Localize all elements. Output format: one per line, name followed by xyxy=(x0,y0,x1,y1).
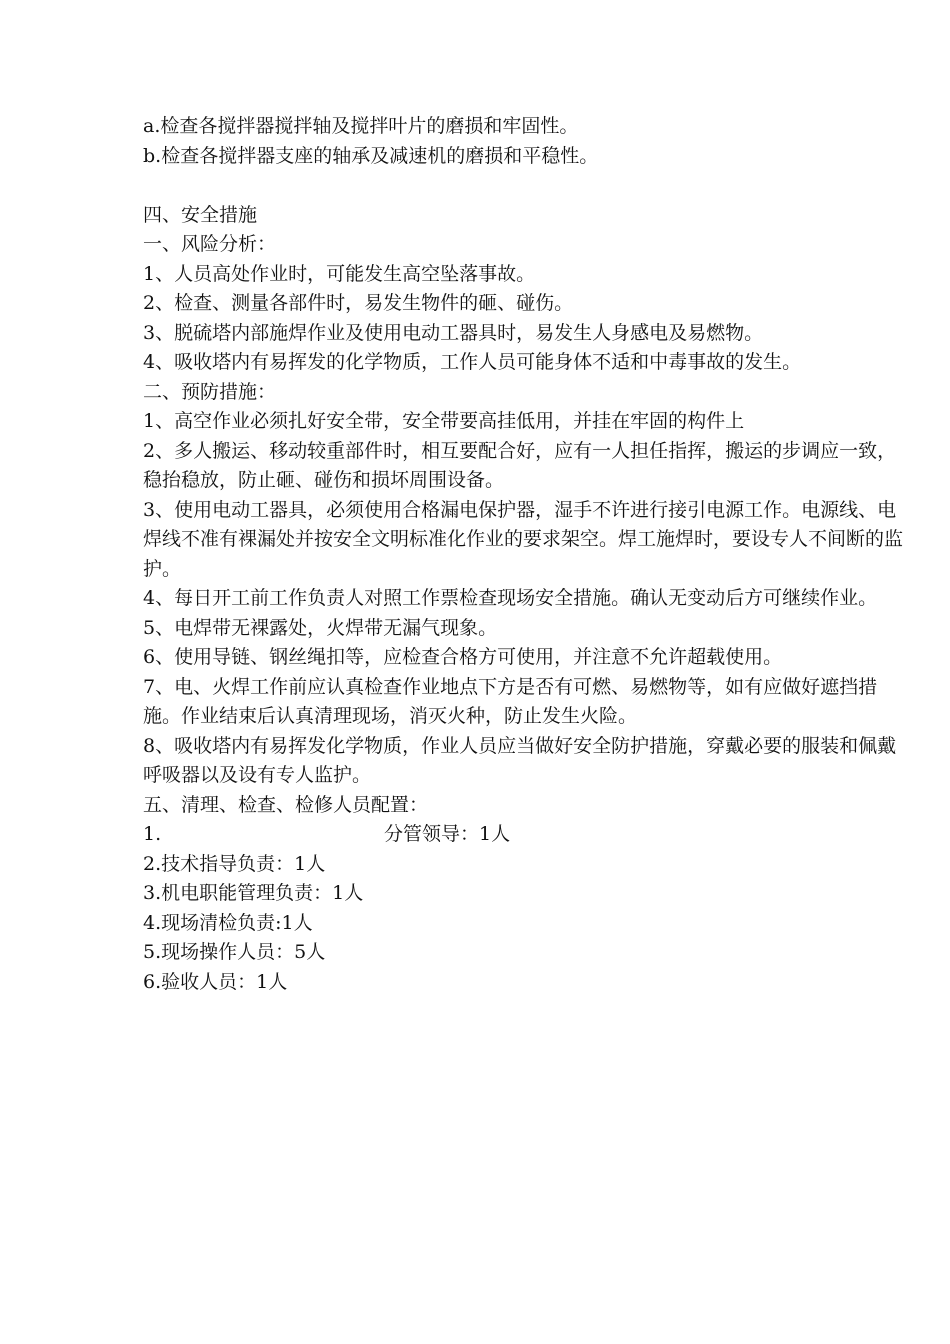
section-heading-staffing: 五、清理、检查、检修人员配置： xyxy=(143,793,429,816)
measure-item: 1、高空作业必须扎好安全带，安全带要高挂低用，并挂在牢固的构件上 xyxy=(143,410,745,432)
subheading-risk-analysis: 一、风险分析： xyxy=(143,233,277,255)
risk-item: 1、人员高处作业时，可能发生高空坠落事故。 xyxy=(143,262,536,285)
staff-item: 3.机电职能管理负责：1人 xyxy=(143,882,364,904)
measure-item: 6、使用导链、钢丝绳扣等，应检查合格方可使用，并注意不允许超载使用。 xyxy=(143,646,783,668)
staff-item-text: 分管领导：1人 xyxy=(384,823,511,845)
measure-item: 3、使用电动工器具，必须使用合格漏电保护器，湿手不许进行接引电源工作。电源线、电焊线不准有裸漏处并按安全文明标准化作业的要求架空。焊工施焊时，要设专人不间断的监护。 xyxy=(143,498,904,580)
staff-item: 2.技术指导负责：1人 xyxy=(143,852,326,875)
measure-item: 2、多人搬运、移动较重部件时，相互要配合好，应有一人担任指挥，搬运的步调应一致，稳抬稳放，防止砸、碰伤和损坏周围设备。 xyxy=(143,439,897,491)
subheading-prevention: 二、预防措施： xyxy=(143,380,277,403)
staff-item-number: 1. xyxy=(143,823,162,845)
document-page xyxy=(143,112,915,997)
measure-item: 7、电、火焊工作前应认真检查作业地点下方是否有可燃、易燃物等，如有应做好遮挡措施。作业结束后认真清理现场，消灭火种，防止发生火险。 xyxy=(143,675,878,727)
staff-item: 6.验收人员：1人 xyxy=(143,970,288,993)
risk-item: 3、脱硫塔内部施焊作业及使用电动工器具时，易发生人身感电及易燃物。 xyxy=(143,321,764,344)
measure-item: 4、每日开工前工作负责人对照工作票检查现场安全措施。确认无变动后方可继续作业。 xyxy=(143,587,878,609)
risk-item: 2、检查、测量各部件时，易发生物件的砸、碰伤。 xyxy=(143,292,574,314)
inspection-item: b.检查各搅拌器支座的轴承及减速机的磨损和平稳性。 xyxy=(143,144,599,167)
risk-item: 4、吸收塔内有易挥发的化学物质，工作人员可能身体不适和中毒事故的发生。 xyxy=(143,351,802,373)
staff-item: 5.现场操作人员：5人 xyxy=(143,941,326,963)
measure-item: 5、电焊带无裸露处，火焊带无漏气现象。 xyxy=(143,616,498,639)
measure-item: 8、吸收塔内有易挥发化学物质，作业人员应当做好安全防护措施，穿戴必要的服装和佩戴呼吸器以及设有专人监护。 xyxy=(143,734,897,786)
section-heading-safety: 四、安全措施 xyxy=(143,203,258,226)
staff-item: 4.现场清检负责:1人 xyxy=(143,911,313,934)
paragraph-gap xyxy=(143,171,915,201)
inspection-item: a.检查各搅拌器搅拌轴及搅拌叶片的磨损和牢固性。 xyxy=(143,115,579,137)
staff-item xyxy=(143,820,915,850)
